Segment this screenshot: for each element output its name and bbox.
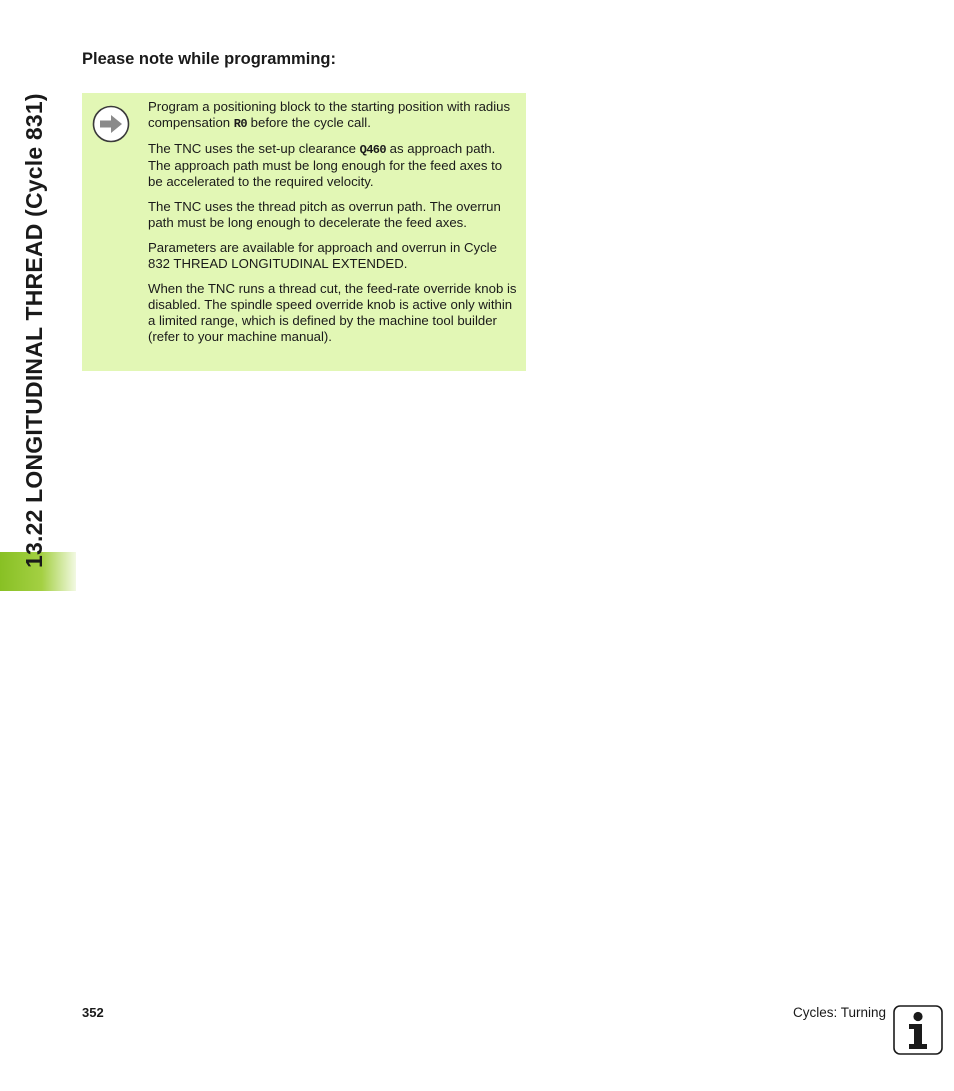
page-number: 352 (82, 1005, 104, 1020)
info-icon[interactable] (893, 1005, 943, 1055)
note-paragraph: The TNC uses the set-up clearance Q460 as approach path. The approach path must be long enough for the feed axes to be accelerated to the required velocity. (148, 141, 503, 189)
section-heading: Please note while programming: (82, 50, 336, 68)
note-paragraph: The TNC uses the thread pitch as overrun path. The overrun path must be long enough to decelerate the feed axes. (148, 199, 501, 230)
arrow-right-icon (92, 105, 130, 143)
note-box (82, 93, 526, 371)
note-text (148, 99, 520, 354)
note-paragraph: When the TNC runs a thread cut, the feed-rate override knob is disabled. The spindle speed override knob is active only within a limited range, which is defined by the machine tool builder (refer to your machine manual). (148, 281, 517, 344)
chapter-title: 13.22 LONGITUDINAL THREAD (Cycle 831) (21, 93, 47, 568)
note-paragraph: Program a positioning block to the starting position with radius compensation R0 before the cycle call. (148, 99, 511, 131)
code-q460: Q460 (359, 143, 386, 157)
note-paragraph: Parameters are available for approach and overrun in Cycle 832 THREAD LONGITUDINAL EXTENDED. (148, 240, 497, 271)
footer-chapter-name: Cycles: Turning (792, 1005, 886, 1020)
code-r0: R0 (233, 117, 247, 131)
